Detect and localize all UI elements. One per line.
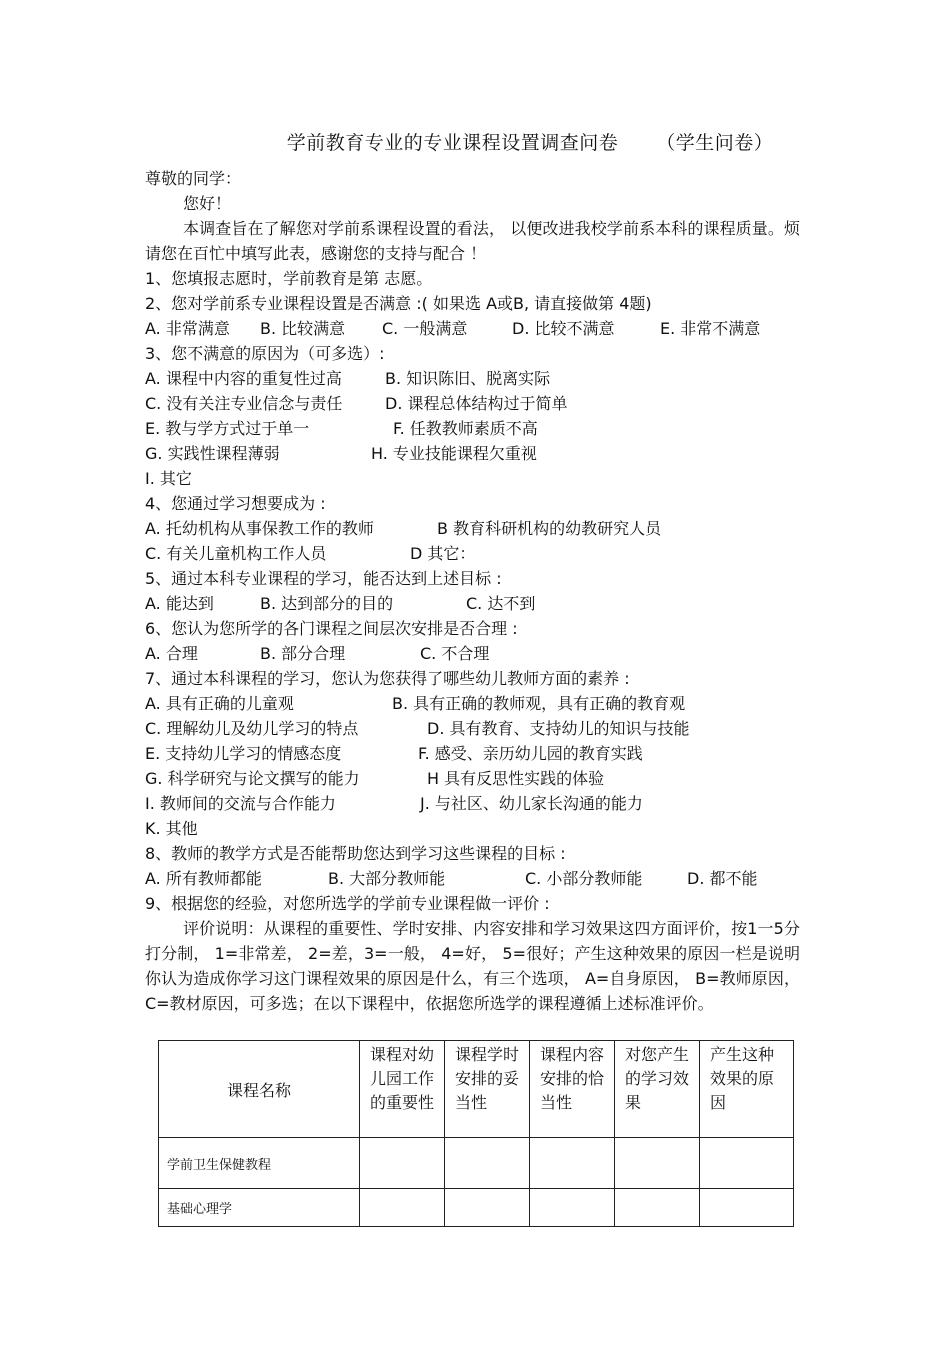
reason-cell[interactable]: [700, 1138, 794, 1189]
option: C. 没有关注专业信念与责任: [145, 394, 343, 413]
option: C. 有关儿童机构工作人员: [145, 544, 327, 563]
option: C. 一般满意: [382, 319, 468, 338]
course-name-cell: 基础心理学: [159, 1189, 360, 1227]
page-title: [0, 128, 950, 155]
option: E. 支持幼儿学习的情感态度: [145, 744, 342, 763]
option: G. 科学研究与论文撰写的能力: [145, 769, 360, 788]
question-7-options: [145, 691, 800, 716]
questionnaire-body: [145, 166, 800, 1016]
question-9: 9、根据您的经验，对您所选学的学前专业课程做一评价 :: [145, 894, 550, 913]
option: C. 达不到: [466, 594, 536, 613]
table-header-cell: 对您产生的学习效果: [615, 1041, 700, 1138]
question-3-options: [145, 441, 800, 466]
rating-cell[interactable]: [615, 1138, 700, 1189]
table-header-cell: 课程对幼儿园工作的重要性: [360, 1041, 445, 1138]
question-3-options: [145, 466, 800, 491]
table-header-cell: 课程内容安排的恰当性: [530, 1041, 615, 1138]
course-name-cell: 学前卫生保健教程: [159, 1138, 360, 1189]
option: C. 理解幼儿及幼儿学习的特点: [145, 719, 359, 738]
question-7-options: [145, 791, 800, 816]
greeting: 尊敬的同学：: [145, 169, 242, 188]
option: A. 能达到: [145, 594, 214, 613]
question-4: 4、您通过学习想要成为 :: [145, 494, 326, 513]
question-3: 3、您不满意的原因为（可多选）:: [145, 344, 385, 363]
question-7: 7、通过本科课程的学习，您认为您获得了哪些幼儿教师方面的素养 :: [145, 669, 630, 688]
question-8: 8、教师的教学方式是否能帮助您达到学习这些课程的目标 :: [145, 844, 566, 863]
question-5: 5、通过本科专业课程的学习，能否达到上述目标 :: [145, 569, 502, 588]
option: B. 达到部分的目的: [260, 594, 394, 613]
option: A. 具有正确的儿童观: [145, 694, 294, 713]
question-8-options: [145, 866, 800, 891]
question-5-options: [145, 591, 800, 616]
title-sub: （学生问卷）: [656, 132, 774, 154]
option: A. 课程中内容的重复性过高: [145, 369, 342, 388]
option: G. 实践性课程薄弱: [145, 444, 280, 463]
rating-cell[interactable]: [530, 1189, 615, 1227]
table-header-row: [159, 1041, 794, 1138]
course-evaluation-table: [158, 1040, 794, 1227]
reason-cell[interactable]: [700, 1189, 794, 1227]
question-4-options: [145, 541, 800, 566]
rating-cell[interactable]: [615, 1189, 700, 1227]
option: E. 教与学方式过于单一: [145, 419, 310, 438]
option: B. 大部分教师能: [328, 869, 446, 888]
option: F. 感受、亲历幼儿园的教育实践: [418, 744, 643, 763]
intro-paragraph: 本调查旨在了解您对学前系课程设置的看法， 以便改进我校学前系本科的课程质量。烦请您在百忙中填写此表，感谢您的支持与配合 ！: [145, 219, 800, 263]
option: D 其它：: [410, 544, 476, 563]
option: B. 部分合理: [260, 644, 346, 663]
option: A. 托幼机构从事保教工作的教师: [145, 519, 374, 538]
option: B. 具有正确的教师观，具有正确的教育观: [392, 694, 686, 713]
question-3-options: [145, 391, 800, 416]
question-3-options: [145, 416, 800, 441]
option: A. 合理: [145, 644, 198, 663]
question-7-options: [145, 741, 800, 766]
option: B. 比较满意: [260, 319, 346, 338]
rating-cell[interactable]: [360, 1138, 445, 1189]
option: F. 任教教师素质不高: [393, 419, 538, 438]
rating-cell[interactable]: [445, 1138, 530, 1189]
option: B 教育科研机构的幼教研究人员: [437, 519, 662, 538]
option: D. 比较不满意: [512, 319, 615, 338]
option: K. 其他: [145, 819, 198, 838]
option: B. 知识陈旧、脱离实际: [385, 369, 551, 388]
option: C. 不合理: [420, 644, 490, 663]
hello: 您好！: [183, 194, 232, 213]
option: D. 都不能: [687, 869, 758, 888]
question-7-options: [145, 716, 800, 741]
question-2-options: [145, 316, 800, 341]
question-6: 6、您认为您所学的各门课程之间层次安排是否合理 :: [145, 619, 518, 638]
option: H 具有反思性实践的体验: [427, 769, 605, 788]
rating-cell[interactable]: [530, 1138, 615, 1189]
table-header-cell: 课程学时安排的妥当性: [445, 1041, 530, 1138]
option: I. 教师间的交流与合作能力: [145, 794, 336, 813]
table-row: [159, 1138, 794, 1189]
title-main: 学前教育专业的专业课程设置调查问卷: [286, 132, 619, 154]
rating-cell[interactable]: [445, 1189, 530, 1227]
question-6-options: [145, 641, 800, 666]
option: E. 非常不满意: [660, 319, 761, 338]
question-1: 1、您填报志愿时，学前教育是第 志愿。: [145, 269, 433, 288]
table-header-cell: 课程名称: [159, 1041, 360, 1138]
option: J. 与社区、幼儿家长沟通的能力: [420, 794, 643, 813]
question-7-options: [145, 766, 800, 791]
question-2: 2、您对学前系专业课程设置是否满意 :( 如果选 A或B, 请直接做第 4题): [145, 294, 652, 313]
option: D. 课程总体结构过于简单: [385, 394, 568, 413]
option: D. 具有教育、支持幼儿的知识与技能: [427, 719, 690, 738]
question-3-options: [145, 366, 800, 391]
option: C. 小部分教师能: [525, 869, 643, 888]
table-header-cell: 产生这种效果的原因: [700, 1041, 794, 1138]
option: I. 其它: [145, 469, 192, 488]
table-row: [159, 1189, 794, 1227]
option: A. 非常满意: [145, 319, 230, 338]
question-4-options: [145, 516, 800, 541]
rating-cell[interactable]: [360, 1189, 445, 1227]
question-7-options: [145, 816, 800, 841]
evaluation-note: 评价说明：从课程的重要性、学时安排、内容安排和学习效果这四方面评价，按1一5分打分制， 1=非常差， 2=差，3=一般， 4=好， 5=很好；产生这种效果的原因一栏是说明你认为造成你学习这门课程效果的原因是什么，有三个选项， A=自身原因， B=教师原因， C=教材原因，可多选；在以下课程中，依据您所选学的课程遵循上述标准评价。: [145, 919, 800, 1013]
option: A. 所有教师都能: [145, 869, 262, 888]
option: H. 专业技能课程欠重视: [371, 444, 537, 463]
